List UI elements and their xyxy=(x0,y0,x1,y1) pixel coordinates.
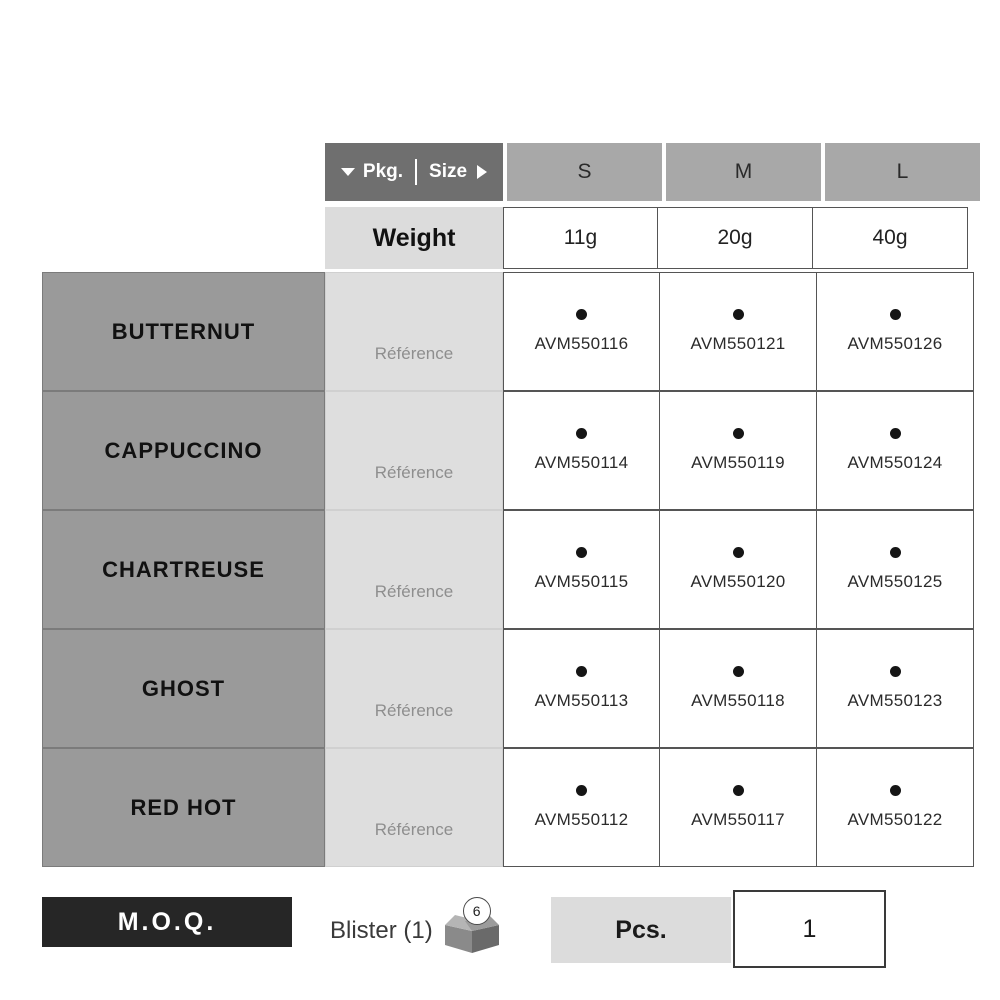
reference-cell: Référence xyxy=(325,510,503,629)
code-cell-m xyxy=(660,629,817,748)
availability-dot-icon xyxy=(890,666,901,677)
table-row xyxy=(42,272,974,391)
table-row xyxy=(42,510,974,629)
blister-label: Blister (1) xyxy=(330,917,433,944)
product-name-cell: GHOST xyxy=(42,629,325,748)
size-header-s: S xyxy=(507,143,662,201)
product-code: AVM550114 xyxy=(534,453,629,472)
weight-value-s: 11g xyxy=(503,207,658,269)
availability-dot-icon xyxy=(733,547,744,558)
code-cell-m xyxy=(660,272,817,391)
table-header-row xyxy=(325,143,980,201)
code-cell-s xyxy=(503,629,660,748)
table-row xyxy=(42,748,974,867)
availability-dot-icon xyxy=(890,309,901,320)
availability-dot-icon xyxy=(733,785,744,796)
code-cell-m xyxy=(660,748,817,867)
product-code: AVM550120 xyxy=(690,572,786,591)
product-code: AVM550112 xyxy=(534,810,629,829)
pkg-label: Pkg. xyxy=(362,161,404,182)
availability-dot-icon xyxy=(576,309,587,320)
availability-dot-icon xyxy=(733,428,744,439)
availability-dot-icon xyxy=(890,428,901,439)
triangle-down-icon xyxy=(341,168,355,176)
blister-info xyxy=(330,905,503,957)
pcs-label: Pcs. xyxy=(551,897,731,963)
product-code: AVM550121 xyxy=(690,334,786,353)
pcs-value: 1 xyxy=(733,890,886,968)
product-code: AVM550124 xyxy=(847,453,943,472)
code-cell-s xyxy=(503,272,660,391)
product-name-cell: CAPPUCCINO xyxy=(42,391,325,510)
reference-cell: Référence xyxy=(325,272,503,391)
product-name-cell: CHARTREUSE xyxy=(42,510,325,629)
code-cell-l xyxy=(817,391,974,510)
divider xyxy=(415,159,417,185)
size-header-l: L xyxy=(825,143,980,201)
product-code: AVM550125 xyxy=(847,572,943,591)
product-code: AVM550115 xyxy=(534,572,629,591)
code-cell-l xyxy=(817,748,974,867)
size-header-m: M xyxy=(666,143,821,201)
availability-dot-icon xyxy=(576,428,587,439)
product-code: AVM550116 xyxy=(534,334,629,353)
availability-dot-icon xyxy=(733,666,744,677)
weight-value-l: 40g xyxy=(813,207,968,269)
code-cell-l xyxy=(817,272,974,391)
availability-dot-icon xyxy=(576,666,587,677)
product-table xyxy=(42,272,974,867)
triangle-right-icon xyxy=(477,165,487,179)
product-code: AVM550126 xyxy=(847,334,943,353)
moq-badge: M.O.Q. xyxy=(42,897,292,947)
availability-dot-icon xyxy=(576,547,587,558)
reference-cell: Référence xyxy=(325,629,503,748)
code-cell-s xyxy=(503,748,660,867)
code-cell-m xyxy=(660,510,817,629)
product-name-cell: RED HOT xyxy=(42,748,325,867)
weight-row-label: Weight xyxy=(325,207,503,269)
weight-row xyxy=(325,207,968,269)
product-code: AVM550123 xyxy=(847,691,943,710)
code-cell-s xyxy=(503,510,660,629)
pkg-size-header-cell xyxy=(325,143,503,201)
open-box-icon xyxy=(441,905,503,957)
product-code: AVM550119 xyxy=(691,453,785,472)
code-cell-m xyxy=(660,391,817,510)
table-row xyxy=(42,391,974,510)
availability-dot-icon xyxy=(576,785,587,796)
availability-dot-icon xyxy=(890,785,901,796)
product-code: AVM550118 xyxy=(691,691,785,710)
weight-value-m: 20g xyxy=(658,207,813,269)
code-cell-s xyxy=(503,391,660,510)
code-cell-l xyxy=(817,629,974,748)
availability-dot-icon xyxy=(733,309,744,320)
product-code: AVM550122 xyxy=(847,810,943,829)
reference-cell: Référence xyxy=(325,748,503,867)
availability-dot-icon xyxy=(890,547,901,558)
product-code: AVM550117 xyxy=(691,810,785,829)
box-quantity-badge: 6 xyxy=(463,897,491,925)
product-name-cell: BUTTERNUT xyxy=(42,272,325,391)
product-code: AVM550113 xyxy=(534,691,629,710)
table-row xyxy=(42,629,974,748)
size-label: Size xyxy=(429,161,468,182)
code-cell-l xyxy=(817,510,974,629)
reference-cell: Référence xyxy=(325,391,503,510)
